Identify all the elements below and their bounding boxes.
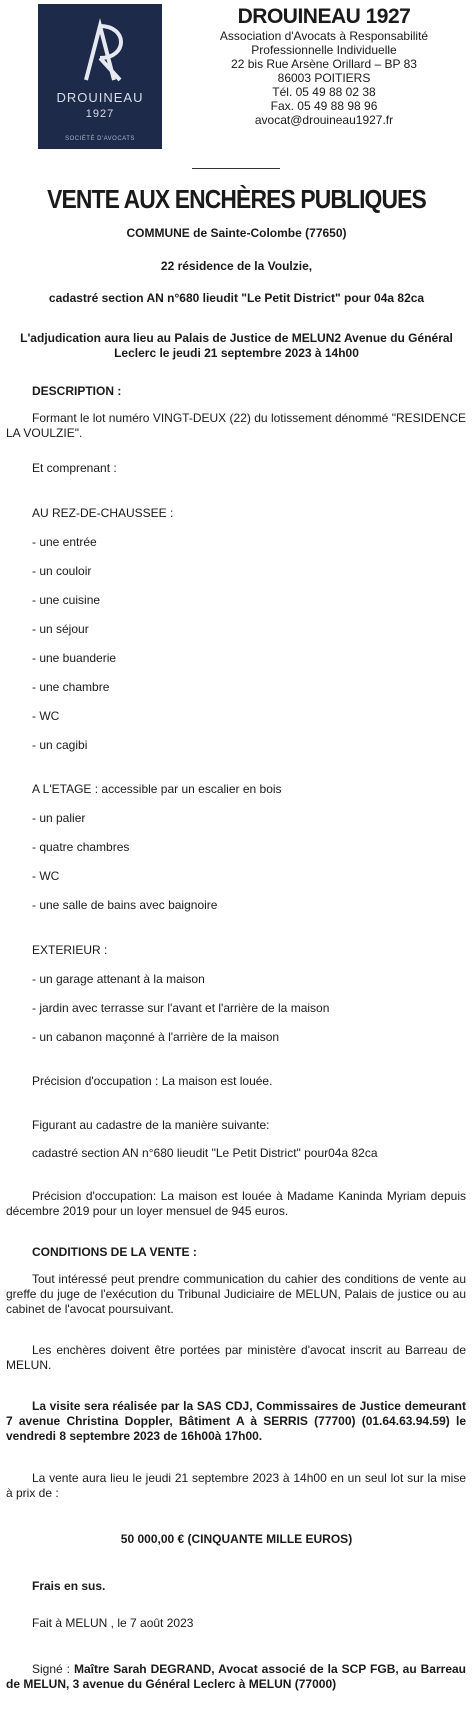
firm-name: DROUINEAU 1927 [237,5,411,28]
notice-title: VENTE AUX ENCHÈRES PUBLIQUES [47,184,426,214]
firm-line: Professionnelle Individuelle [251,43,397,57]
rdc-item: - WC [32,709,60,723]
logo-subtitle: SOCIÉTÉ D'AVOCATS [65,136,135,142]
cadastre-header: cadastré section AN n°680 lieudit "Le Petit District" pour 04a 82ca [48,291,425,305]
rdc-item: - un couloir [32,564,92,578]
exterieur-item: - jardin avec terrasse sur l'avant et l'arrière de la maison [32,1001,330,1015]
cadastre-intro: Figurant au cadastre de la manière suivante: [32,1118,270,1132]
firm-city: 86003 POITIERS [277,71,371,85]
encheres-text: Les enchères doivent être portées par ministère d'avocat inscrit au Barreau de MELUN. [6,1343,466,1372]
fait-a: Fait à MELUN , le 7 août 2023 [32,1616,194,1630]
mise-a-prix: 50 000,00 € (CINQUANTE MILLE EUROS) [120,1532,353,1546]
etage-item: - une salle de bains avec baignoire [32,898,218,912]
cadastre-detail: cadastré section AN n°680 lieudit "Le Petit District" pour04a 82ca [32,1146,378,1160]
etage-item: - un palier [32,811,86,825]
logo-year: 1927 [85,108,115,120]
commune: COMMUNE de Sainte-Colombe (77650) [126,226,347,240]
conditions-heading: CONDITIONS DE LA VENTE : [32,1245,197,1259]
firm-address: 22 bis Rue Arsène Orillard – BP 83 [231,57,417,71]
rdc-item: - une cuisine [32,593,101,607]
conditions-text: Tout intéressé peut prendre communication du cahier des conditions de vente au greffe du juge de l'exécution du Tribunal Judiciaire de MELUN, Palais de justice ou au cabinet de l'avocat poursuivant. [6,1272,466,1316]
exterieur-item: - un garage attenant à la maison [32,972,205,986]
visite-text: La visite sera réalisée par la SAS CDJ, Commissaires de Justice demeurant 7 avenue Christina Doppler, Bâtiment A à SERRIS (77700) (01.64.63.94.59) le vendredi 8 septembre 2023 de 16h00à 17h00. [6,1399,466,1443]
frais-en-sus: Frais en sus. [32,1579,106,1593]
divider-line [192,168,280,169]
rdc-item: - une chambre [32,680,110,694]
description-text: Formant le lot numéro VINGT-DEUX (22) du lotissement dénommé "RESIDENCE LA VOULZIE". [6,411,466,440]
rdc-heading: AU REZ-DE-CHAUSSEE : [32,506,174,520]
occupation-short: Précision d'occupation : La maison est louée. [32,1074,273,1088]
signature-block [6,1662,466,1692]
occupation-long: Précision d'occupation: La maison est louée à Madame Kaninda Myriam depuis décembre 2019 pour un loyer mensuel de 945 euros. [6,1189,466,1218]
firm-email: avocat@drouineau1927.fr [254,113,394,127]
exterieur-heading: EXTERIEUR : [32,943,108,957]
description-heading: DESCRIPTION : [32,384,122,398]
etage-item: - quatre chambres [32,840,130,854]
firm-logo [38,4,162,149]
logo-name: DROUINEAU [56,90,144,105]
etage-item: - WC [32,869,60,883]
property-address: 22 résidence de la Voulzie, [160,259,313,273]
vente-text: La vente aura lieu le jeudi 21 septembre 2023 à 14h00 en un seul lot sur la mise à prix de : [6,1471,466,1500]
logo-monogram-icon [38,4,162,94]
signature-text: Maître Sarah DEGRAND, Avocat associé de la SCP FGB, au Barreau de MELUN, 3 avenue du Général Leclerc à MELUN (77000) [6,1662,466,1691]
rdc-item: - un cagibi [32,738,88,752]
rdc-item: - un séjour [32,622,89,636]
firm-fax: Fax. 05 49 88 98 96 [270,99,378,113]
rdc-item: - une entrée [32,535,97,549]
comprenant-label: Et comprenant : [32,461,117,475]
firm-contact-block [194,4,454,127]
rdc-item: - une buanderie [32,651,117,665]
signature-label: Signé : [32,1662,74,1676]
firm-phone: Tél. 05 49 88 02 38 [272,85,376,99]
etage-heading: A L'ETAGE : accessible par un escalier en bois [32,782,282,796]
exterieur-item: - un cabanon maçonné à l'arrière de la maison [32,1030,280,1044]
firm-line: Association d'Avocats à Responsabilité [219,29,429,43]
adjudication-info: L'adjudication aura lieu au Palais de Justice de MELUN2 Avenue du Général Leclerc le jeudi 21 septembre 2023 à 14h00 [20,331,453,360]
